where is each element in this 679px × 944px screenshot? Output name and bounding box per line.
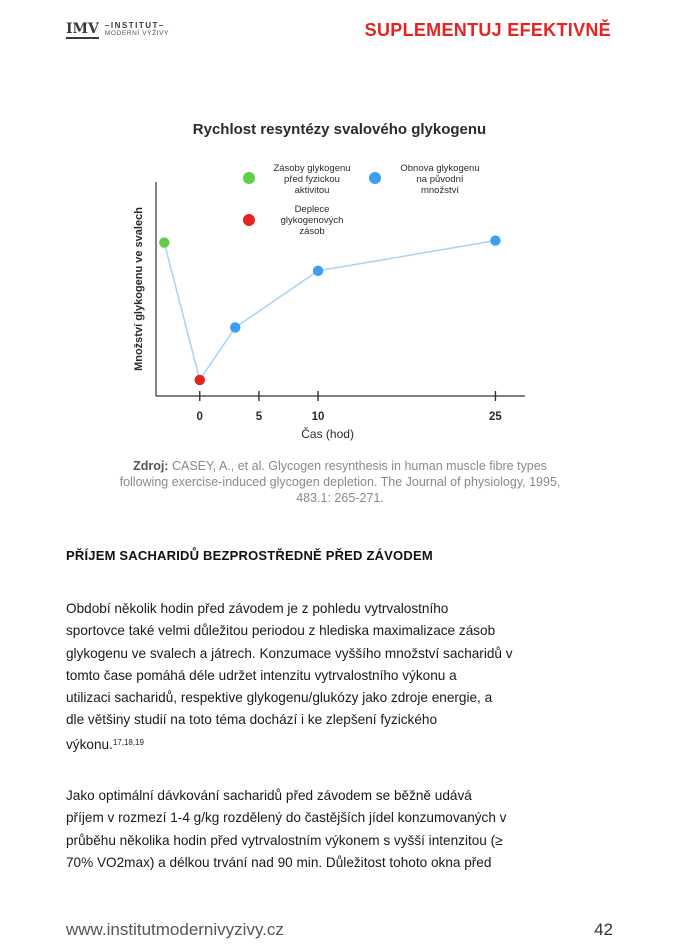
data-point-depletion <box>195 375 205 385</box>
reference-superscript: 17,18,19 <box>112 737 144 747</box>
paragraph-line: tomto čase pomáhá déle udržet intenzitu vytrvalostního výkonu a <box>66 667 457 683</box>
logo-text <box>105 22 169 38</box>
paragraph-line: příjem v rozmezí 1-4 g/kg rozdělený do častějších jídel konzumovaných v <box>66 810 507 826</box>
page-number: 42 <box>594 920 613 939</box>
y-axis-label: Množství glykogenu ve svalech <box>133 207 145 371</box>
x-tick-label: 0 <box>196 411 203 423</box>
data-point-recovery <box>313 266 323 276</box>
data-point-recovery <box>490 235 500 245</box>
paragraph-1 <box>66 598 626 756</box>
data-point-pre <box>159 237 169 247</box>
paragraph-line: 70% VO2max) a délkou trvání nad 90 min. Důležitost tohoto okna před <box>66 854 492 870</box>
legend-label: aktivitou <box>294 185 330 196</box>
logo-line-1: –INSTITUT– <box>104 21 165 30</box>
legend-marker <box>243 214 255 226</box>
legend-label: množství <box>420 185 460 196</box>
legend-marker <box>243 172 255 184</box>
paragraph-line: utilizaci sacharidů, respektive glykogenu/glukózy jako zdroje energie, a <box>66 690 493 706</box>
data-point-recovery <box>230 322 240 332</box>
paragraph-line: Období několik hodin před závodem je z pohledu vytrvalostního <box>66 601 449 616</box>
paragraph-last-word: výkonu. <box>66 736 113 752</box>
legend-label: Obnova glykogenu <box>400 163 480 174</box>
paragraph-line: glykogenu ve svalech a játrech. Konzumace vyššího množství sacharidů v <box>66 645 513 661</box>
paragraph-2 <box>66 785 626 874</box>
legend-marker <box>369 172 381 184</box>
paragraph-line: Jako optimální dávkování sacharidů před závodem se běžně udává <box>66 788 472 803</box>
legend-label: na původní <box>416 174 464 185</box>
paragraph-line: průběhu několika hodin před vytrvalostním výkonem s vyšší intenzitou (≥ <box>66 832 503 848</box>
caption-line-1-text: CASEY, A., et al. Glycogen resynthesis in human muscle fibre types <box>168 459 547 473</box>
paragraph-line: dle většiny studií na toto téma dochází i ke zlepšení fyzického <box>66 712 438 728</box>
footer-url[interactable]: www.institutmodernivyzivy.cz <box>66 920 284 939</box>
legend-label: glykogenových <box>280 215 344 226</box>
legend-label: Deplece <box>294 204 330 215</box>
caption-line-2: following exercise-induced glycogen depletion. The Journal of physiology, 1995, <box>119 475 561 489</box>
logo-line-2: MODERNÍ VÝŽIVY <box>104 30 169 37</box>
caption-line-1 <box>60 458 620 474</box>
paragraph-line <box>66 732 626 756</box>
series-line <box>164 241 495 380</box>
header-title: SUPLEMENTUJ EFEKTIVNĚ <box>364 20 611 40</box>
x-tick-label: 25 <box>489 411 502 423</box>
logo-mark: IMV <box>66 20 99 37</box>
caption-line-3: 483.1: 265-271. <box>296 491 384 505</box>
section-heading: PŘÍJEM SACHARIDŮ BEZPROSTŘEDNĚ PŘED ZÁVODEM <box>66 548 433 563</box>
legend-label: Zásoby glykogenu <box>273 163 351 174</box>
x-axis-label: Čas (hod) <box>301 427 354 441</box>
chart-title: Rychlost resyntézy svalového glykogenu <box>192 121 487 138</box>
chart-source-caption <box>60 458 620 506</box>
x-tick-label: 5 <box>255 411 263 423</box>
x-tick-label: 10 <box>311 411 325 423</box>
paragraph-line: sportovce také velmi důležitou periodou z hlediska maximalizace zásob <box>66 623 496 639</box>
logo <box>66 20 169 40</box>
legend-label: zásob <box>299 226 325 237</box>
legend-label: před fyzickou <box>284 174 340 185</box>
caption-label: Zdroj: <box>133 459 169 473</box>
